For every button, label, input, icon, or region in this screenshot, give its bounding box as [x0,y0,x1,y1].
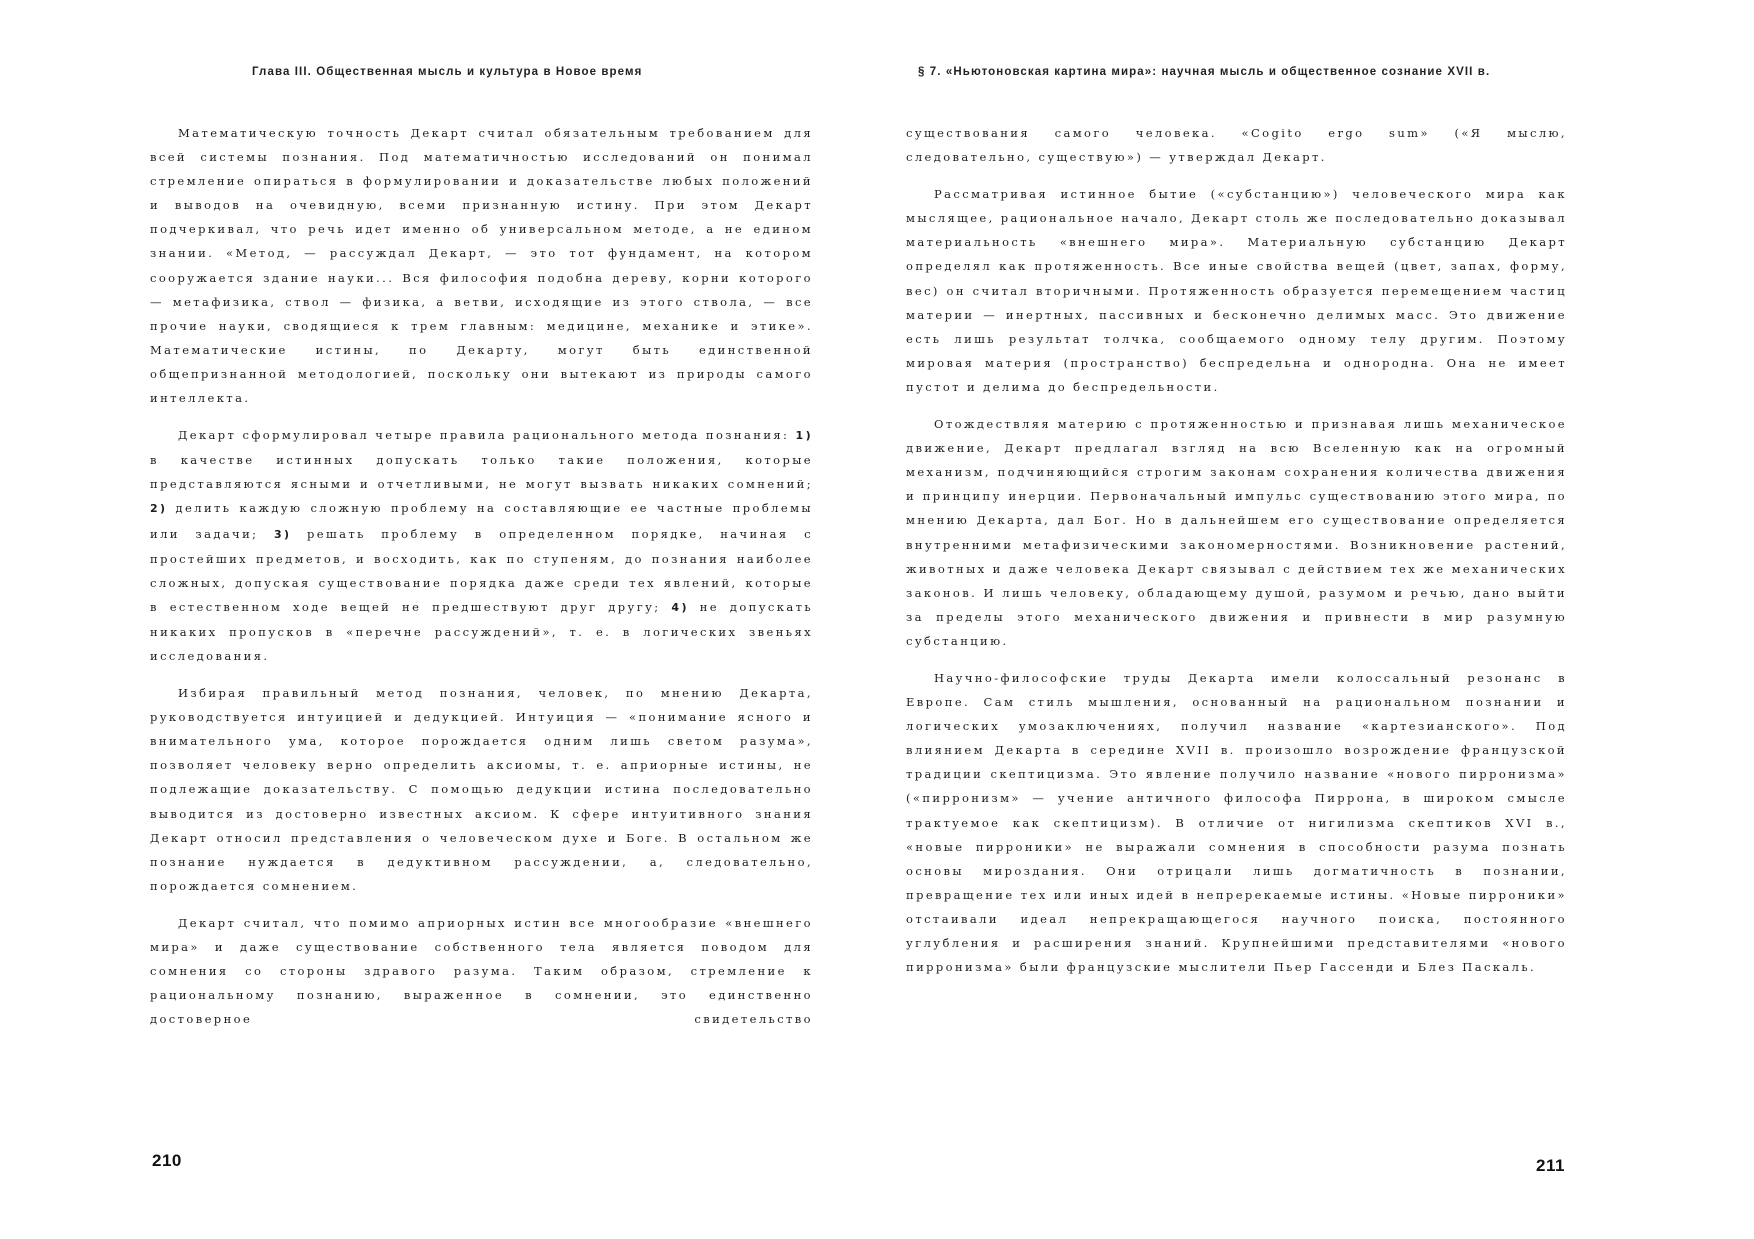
running-head-left: Глава III. Общественная мысль и культура в Новое время [252,66,643,78]
text-run: Математическую точность Декарт считал обязательным требованием для всей системы познания. Под математичностью исследований он понимал стремление опираться в формулировании и доказательстве любых положений и выводов на очевидную, всеми признанную истину. При этом Декарт подчеркивал, что речь идет именно об универсальном методе, а не едином знании. «Метод, — рассуждал Декарт, — это тот фундамент, на котором сооружается здание науки... Вся философия подобна дереву, корни которого — метафизика, ствол — физика, а ветви, исходящие из этого ствола, — все прочие науки, сводящиеся к трем главным: медицине, механике и этике». Математические истины, по Декарту, могут быть единственной общепризнанной методологией, поскольку они вытекают из природы самого интеллекта. [150,126,813,406]
paragraph [906,182,1567,399]
text-run: Научно-философские труды Декарта имели колоссальный резонанс в Европе. Сам стиль мышления, основанный на рациональном познании и логических умозаключениях, получил название «картезианского». Под влиянием Декарта в середине XVII в. произошло возрождение французской традиции скептицизма. Это явление получило название «нового пирронизма» («пирронизм» — учение античного философа Пиррона, в широком смысле трактуемое как скептицизм). В отличие от нигилизма скептиков XVI в., «новые пирроники» не выражали сомнения в способности разума познать основы мироздания. Они отрицали лишь догматичность в познании, превращение тех или иных идей в непререкаемые истины. «Новые пирроники» отстаивали идеал непрекращающегося научного поиска, постоянного углубления и расширения знаний. Крупнейшими представителями «нового пирронизма» были французские мыслители Пьер Гассенди и Блез Паскаль. [906,670,1567,975]
page-number-left: 210 [152,1151,182,1170]
text-run: Рассматривая истинное бытие («субстанцию») человеческого мира как мыслящее, рациональное начало, Декарт столь же последовательно доказывал материальность «внешнего мира». Материальную субстанцию Декарт определял как протяженность. Все иные свойства вещей (цвет, запах, форму, вес) он считал вторичными. Протяженность образуется перемещением частиц материи — инертных, пассивных и бесконечно делимых масс. Это движение есть лишь результат толчка, сообщаемого одному телу другим. Поэтому мировая материя (пространство) беспредельна и однородна. Она не имеет пустот и делима до беспредельности. [906,187,1567,394]
rule-number: 1) [795,429,813,443]
page-number-right: 211 [1536,1156,1565,1175]
text-run: существования самого человека. «Cogito ergo sum» («Я мыслю, следовательно, существую») — утверждал Декарт. [906,126,1567,165]
paragraph [150,911,813,1031]
paragraph [906,412,1567,653]
paragraph [150,121,813,410]
running-head-right: § 7. «Ньютоновская картина мира»: научная мысль и общественное сознание XVII в. [918,66,1491,78]
text-run: Избирая правильный метод познания, человек, по мнению Декарта, руководствуется интуицией и дедукцией. Интуиция — «понимание ясного и внимательного ума, которое порождается одним лишь светом разума», позволяет человеку верно определить аксиомы, т. е. априорные истины, не подлежащие доказательству. С помощью дедукции истина последовательно выводится из достоверно известных аксиом. К сфере интуитивного знания Декарт относил представления о человеческом духе и Боге. В остальном же познание нуждается в дедуктивном рассуждении, а, следовательно, порождается сомнением. [150,686,813,893]
text-run: Декарт считал, что помимо априорных истин все многообразие «внешнего мира» и даже существование собственного тела является поводом для сомнения со стороны здравого разума. Таким образом, стремление к рациональному познанию, выраженное в сомнении, это единственно достоверное свидетельство [150,915,813,1027]
text-run: решать проблему в определенном порядке, начиная с простейших предметов, и восходить, как по ступеням, до познания наиболее сложных, допуская существование порядка даже среди тех явлений, которые в естественном ходе вещей не предшествуют друг другу; [150,526,813,614]
text-run: не допускать никаких пропусков в «перечне рассуждений», т. е. в логических звеньях исследования. [150,599,813,663]
text-run: в качестве истинных допускать только такие положения, которые представляются ясными и отчетливыми, не могут вызвать никаких сомнений; [150,453,813,492]
paragraph [150,681,813,898]
text-run: Декарт сформулировал четыре правила рационального метода познания: [178,428,796,443]
text-run: Отождествляя материю с протяженностью и признавая лишь механическое движение, Декарт предлагал взгляд на всю Вселенную как на огромный механизм, подчиняющийся строгим законам сохранения количества движения и принципу инерции. Первоначальный импульс существованию этого мира, по мнению Декарта, дал Бог. Но в дальнейшем его существование определяется внутренними метафизическими закономерностями. Возникновение растений, животных и даже человека Декарт связывал с действием тех же механических законов. И лишь человеку, обладающему душой, разумом и речью, дано выйти за пределы этого механического движения и привнести в мир разумную субстанцию. [906,417,1567,648]
rule-number: 4) [671,600,689,614]
rule-number: 2) [150,502,168,516]
left-page-text [150,121,813,1044]
text-run: делить каждую сложную проблему на составляющие ее частные проблемы или задачи; [150,501,813,541]
rule-number: 3) [273,527,292,541]
right-page-text [906,121,1567,992]
paragraph [906,666,1567,979]
paragraph [906,121,1567,169]
paragraph [150,423,813,668]
